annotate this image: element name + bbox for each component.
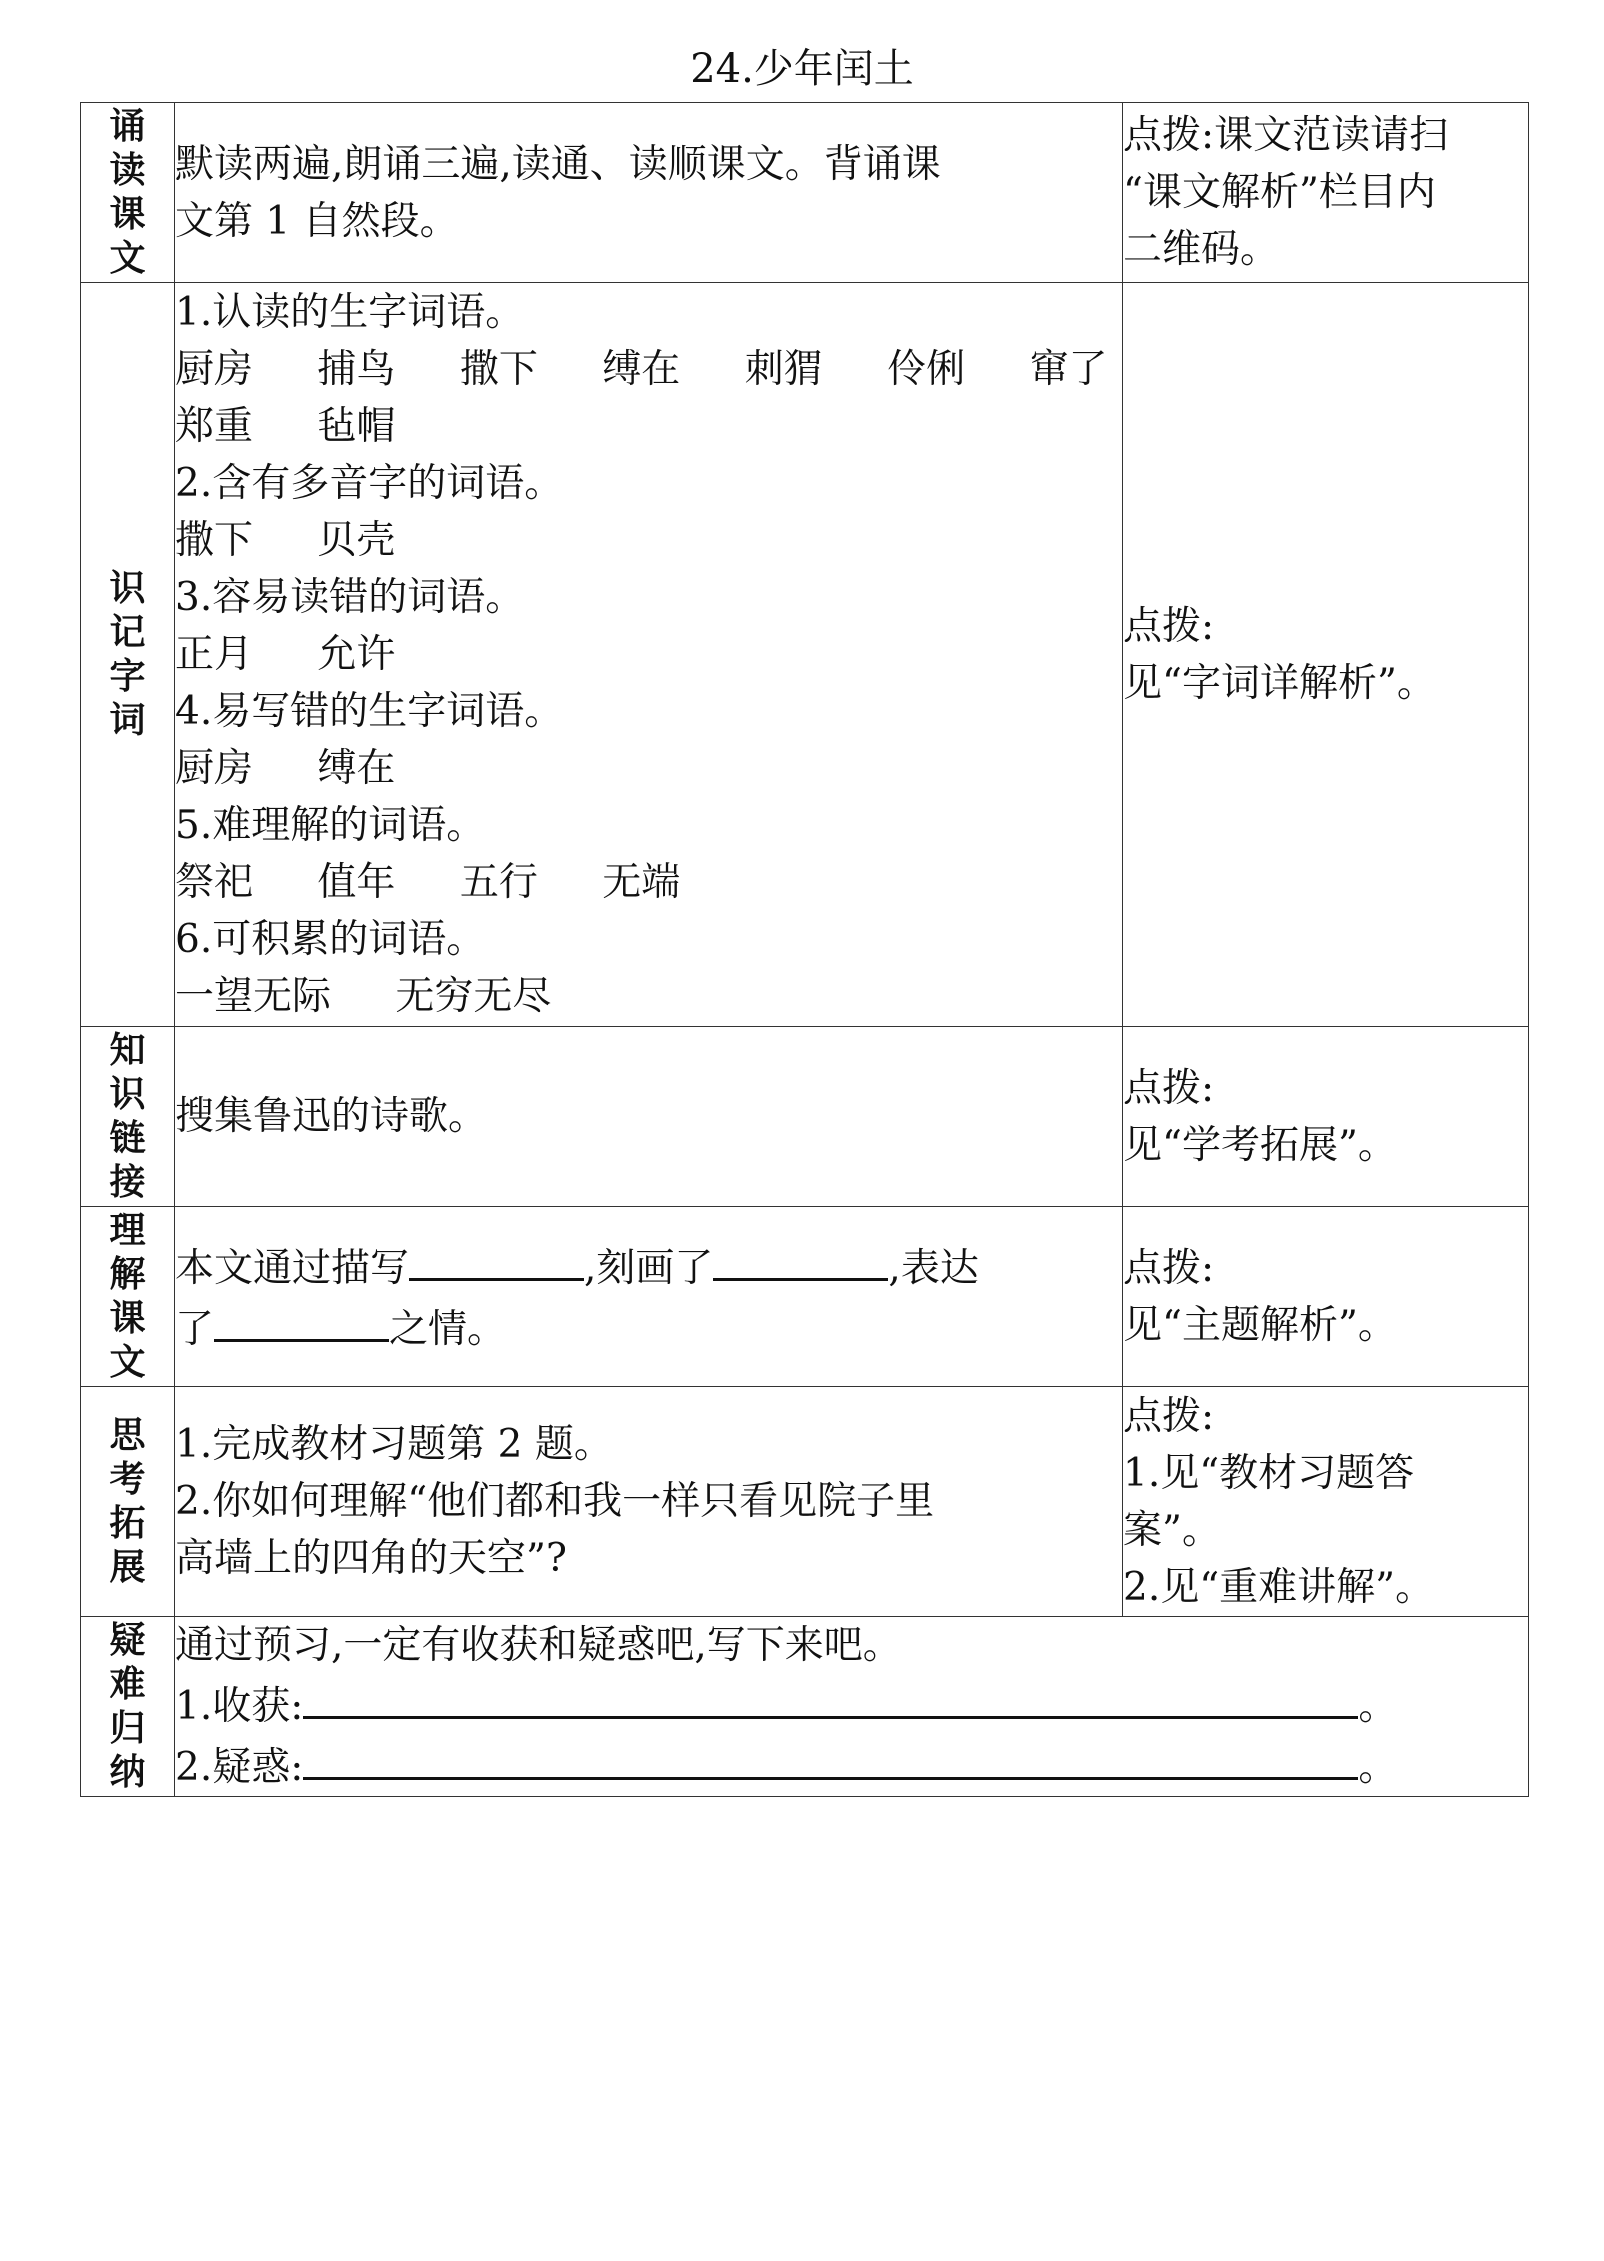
table-row xyxy=(81,283,1529,1027)
table-row xyxy=(81,1027,1529,1207)
fill-blank[interactable] xyxy=(713,1236,888,1281)
vocabulary-list xyxy=(175,283,1123,1027)
row-label-vocabulary: 识 记 字 词 xyxy=(81,283,175,1027)
word-line: 祭祀 值年 五行 无端 xyxy=(175,860,681,905)
table-row xyxy=(81,103,1529,283)
word-line: 撒下 贝壳 xyxy=(175,518,396,563)
row-label-knowledge-link: 知 识 链 接 xyxy=(81,1027,175,1207)
table-row xyxy=(81,1387,1529,1617)
recite-task: 默读两遍,朗诵三遍,读通、读顺课文。背诵课 文第 1 自然段。 xyxy=(175,103,1123,283)
understand-fill-in: 本文通过描写 ,刻画了 ,表达 了 之情。 xyxy=(175,1207,1123,1387)
knowledge-link-task: 搜集鲁迅的诗歌。 xyxy=(175,1027,1123,1207)
fill-blank[interactable] xyxy=(409,1236,584,1281)
group-heading: 4.易写错的生字词语。 xyxy=(175,689,564,734)
gain-answer-line[interactable] xyxy=(303,1674,1358,1719)
group-heading: 2.含有多音字的词语。 xyxy=(175,461,564,506)
group-heading: 5.难理解的词语。 xyxy=(175,803,486,848)
row-label-understand: 理 解 课 文 xyxy=(81,1207,175,1387)
understand-tip: 点拨: 见“主题解析”。 xyxy=(1123,1207,1529,1387)
vocabulary-tip: 点拨: 见“字词详解析”。 xyxy=(1123,283,1529,1027)
word-line: 厨房 捕鸟 撒下 缚在 刺猬 伶俐 窜了 xyxy=(175,347,1108,392)
group-heading: 6.可积累的词语。 xyxy=(175,917,486,962)
word-line: 正月 允许 xyxy=(175,632,396,677)
extend-task: 1.完成教材习题第 2 题。 2.你如何理解“他们都和我一样只看见院子里 高墙上的四角的天空”? xyxy=(175,1387,1123,1617)
row-label-extend: 思 考 拓 展 xyxy=(81,1387,175,1617)
row-label-recite: 诵 读 课 文 xyxy=(81,103,175,283)
word-line: 厨房 缚在 xyxy=(175,746,396,791)
recite-tip: 点拨:课文范读请扫 “课文解析”栏目内 二维码。 xyxy=(1123,103,1529,283)
word-line: 郑重 毡帽 xyxy=(175,404,396,449)
word-line: 一望无际 无穷无尽 xyxy=(175,974,552,1019)
group-heading: 3.容易读错的词语。 xyxy=(175,575,525,620)
fill-blank[interactable] xyxy=(214,1297,389,1342)
table-row xyxy=(81,1207,1529,1387)
group-heading: 1.认读的生字词语。 xyxy=(175,290,525,335)
table-row xyxy=(81,1617,1529,1797)
page-title: 24.少年闰土 xyxy=(690,46,914,92)
extend-tip: 点拨: 1.见“教材习题答 案”。 2.见“重难讲解”。 xyxy=(1123,1387,1529,1617)
row-label-summary: 疑 难 归 纳 xyxy=(81,1617,175,1797)
preview-table xyxy=(80,102,1529,1797)
doubt-answer-line[interactable] xyxy=(303,1735,1358,1780)
summary-section: 通过预习,一定有收获和疑惑吧,写下来吧。 1.收获: 。 2.疑惑: 。 xyxy=(175,1617,1529,1797)
knowledge-link-tip: 点拨: 见“学考拓展”。 xyxy=(1123,1027,1529,1207)
